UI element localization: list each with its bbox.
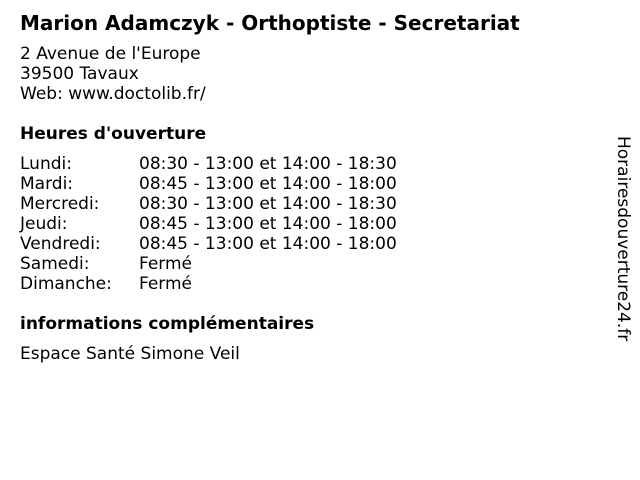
hours-row xyxy=(20,154,397,174)
hours-day: Vendredi: xyxy=(20,234,101,254)
opening-hours-table xyxy=(20,154,397,294)
hours-row xyxy=(20,254,397,274)
info-heading: informations complémentaires xyxy=(20,314,315,334)
hours-day: Mardi: xyxy=(20,174,74,194)
site-watermark: Horairesdouverture24.fr xyxy=(613,136,633,342)
address-block xyxy=(20,44,206,104)
hours-day: Mercredi: xyxy=(20,194,100,214)
hours-time: 08:30 - 13:00 et 14:00 - 18:30 xyxy=(139,154,397,174)
hours-row xyxy=(20,174,397,194)
hours-row xyxy=(20,234,397,254)
hours-time: 08:30 - 13:00 et 14:00 - 18:30 xyxy=(139,194,397,214)
address-city: 39500 Tavaux xyxy=(20,64,139,84)
hours-heading: Heures d'ouverture xyxy=(20,124,207,144)
hours-row xyxy=(20,214,397,234)
info-text: Espace Santé Simone Veil xyxy=(20,344,240,364)
hours-time: Fermé xyxy=(139,274,193,294)
hours-day: Lundi: xyxy=(20,154,72,174)
hours-day: Jeudi: xyxy=(20,214,68,234)
hours-row xyxy=(20,194,397,214)
address-web: Web: www.doctolib.fr/ xyxy=(20,84,206,104)
address-street: 2 Avenue de l'Europe xyxy=(20,44,201,64)
hours-time: 08:45 - 13:00 et 14:00 - 18:00 xyxy=(139,174,397,194)
hours-row xyxy=(20,274,397,294)
hours-day: Samedi: xyxy=(20,254,90,274)
page-title: Marion Adamczyk - Orthoptiste - Secretariat xyxy=(20,11,520,35)
hours-time: 08:45 - 13:00 et 14:00 - 18:00 xyxy=(139,214,397,234)
hours-time: 08:45 - 13:00 et 14:00 - 18:00 xyxy=(139,234,397,254)
hours-time: Fermé xyxy=(139,254,193,274)
hours-day: Dimanche: xyxy=(20,274,112,294)
